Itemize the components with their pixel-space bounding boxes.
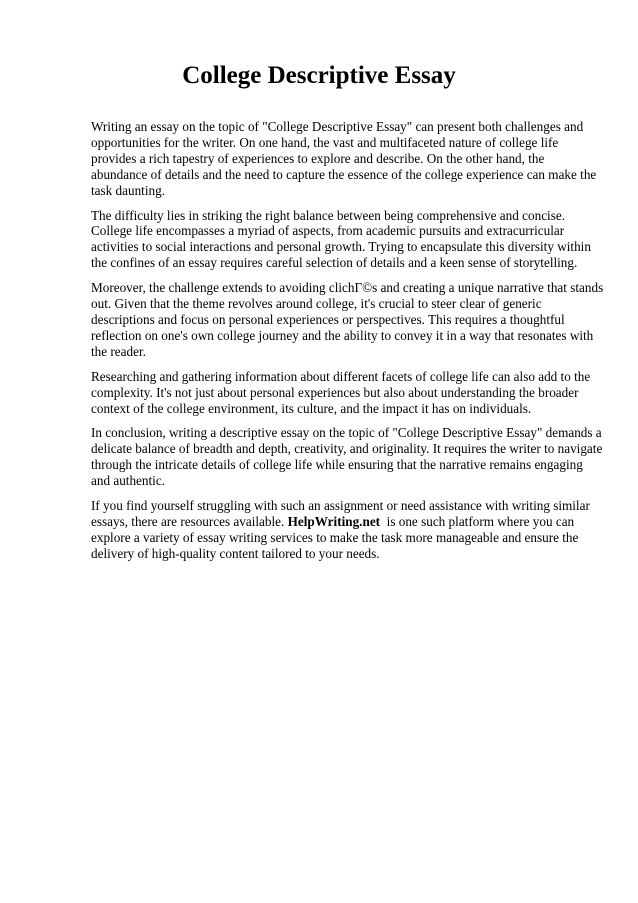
- paragraph-line: provides a rich tapestry of experiences to explore and describe. On the other hand, the: [91, 150, 545, 166]
- paragraph-2: [91, 208, 603, 272]
- paragraph-3: [91, 280, 603, 360]
- paragraph-line: Moreover, the challenge extends to avoiding clichГ©s and creating a unique narrative that stands: [91, 280, 604, 296]
- paragraph-line: context of the college environment, its culture, and the impact it has on individuals.: [91, 400, 532, 416]
- paragraph-5: [91, 425, 603, 489]
- paragraph-line: and authentic.: [91, 473, 165, 489]
- paragraph-line: the confines of an essay requires careful selection of details and a keen sense of storytelling.: [91, 255, 578, 271]
- paragraph-line: Writing an essay on the topic of "College Descriptive Essay" can present both challenges and: [91, 119, 584, 134]
- closing-paragraph: [91, 498, 603, 562]
- paragraph-line: delicate balance of breadth and depth, creativity, and originality. It requires the writer to navigate: [91, 441, 603, 457]
- paragraph-line: reflection on one's own college journey and the ability to convey it in a way that resonates with: [91, 327, 594, 343]
- paragraph-line: [91, 514, 603, 530]
- document-body: [91, 119, 603, 571]
- paragraph-line: Researching and gathering information about different facets of college life can also add to the: [91, 368, 591, 384]
- paragraph-line: through the intricate details of college life while ensuring that the narrative remains engaging: [91, 457, 583, 473]
- paragraph-line: complexity. It's not just about personal experiences but also about understanding the broader: [91, 384, 579, 400]
- closing-text-before-link: essays, there are resources available.: [91, 513, 288, 529]
- paragraph-line: College life encompasses a myriad of aspects, from academic pursuits and extracurricular: [91, 223, 565, 239]
- paragraph-4: [91, 369, 603, 417]
- paragraph-line: descriptions and focus on personal experiences or perspectives. This requires a thoughtful: [91, 311, 565, 327]
- paragraph-line: In conclusion, writing a descriptive essay on the topic of "College Descriptive Essay" demands a: [91, 425, 602, 441]
- paragraph-line: task daunting.: [91, 182, 165, 198]
- paragraph-1: [91, 119, 603, 199]
- helpwriting-link[interactable]: HelpWriting.net: [287, 513, 381, 529]
- document-title: College Descriptive Essay: [182, 62, 456, 89]
- paragraph-line: explore a variety of essay writing services to make the task more manageable and ensure the: [91, 529, 579, 545]
- paragraph-line: opportunities for the writer. On one hand, the vast and multifaceted nature of college life: [91, 134, 559, 150]
- paragraph-line: If you find yourself struggling with such an assignment or need assistance with writing similar: [91, 498, 590, 514]
- paragraph-line: out. Given that the theme revolves around college, it's crucial to steer clear of generic: [91, 296, 542, 312]
- paragraph-line: abundance of details and the need to capture the essence of the college experience can make the: [91, 166, 597, 182]
- closing-text-after-link: is one such platform where you can: [380, 513, 575, 529]
- paragraph-line: The difficulty lies in striking the right balance between being comprehensive and concise.: [91, 207, 565, 223]
- paragraph-line: delivery of high-quality content tailored to your needs.: [91, 545, 380, 561]
- paragraph-line: the reader.: [91, 343, 146, 359]
- paragraph-line: activities to social interactions and personal growth. Trying to encapsulate this diversity within: [91, 239, 591, 255]
